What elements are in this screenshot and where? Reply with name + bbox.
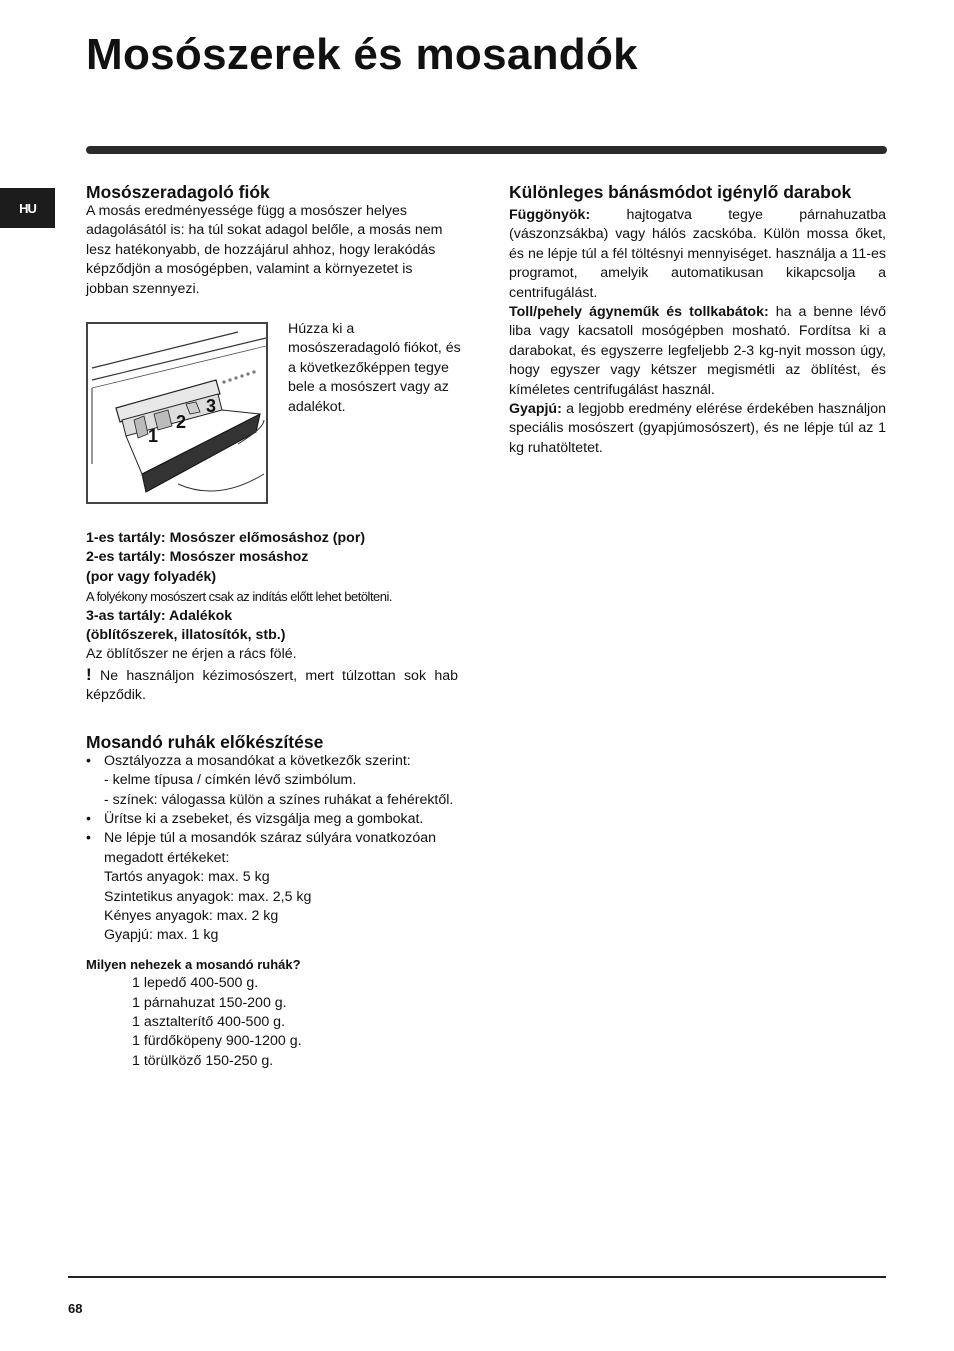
warning-note (86, 665, 458, 706)
liquid-detergent-note: A folyékony mosószert csak az indítás előtt lehet betölteni. (86, 589, 393, 605)
drawer-figure-caption: Húzza ki a mosószeradagoló fiókot, és a következőképpen tegye bele a mosószert vagy az adalékot. (288, 321, 461, 415)
compartment-3-text: 3-as tartály: Adalékok (86, 607, 233, 624)
detergent-drawer-illustration (86, 322, 268, 504)
wool-label: Gyapjú: (509, 401, 562, 418)
curtains-text: hajtogatva tegye párnahuzatba (vászonzsákba) vagy hálós zacskóba. Külön mossa őket, és ne lépje túl a fél töltésnyi mennyiséget. használja a 11-es programot, amelyik automatikusan kikapcsolja a centrifugálást. (509, 207, 886, 301)
down-items-paragraph (509, 303, 886, 400)
page-title: Mosószerek és mosandók (86, 30, 638, 79)
left-column (86, 182, 461, 1071)
list-item (86, 752, 458, 810)
weight-item: 1 lepedő 400-500 g. (132, 975, 259, 992)
compartment-2-subtext: (por vagy folyadék) (86, 568, 217, 585)
sort-instruction: • Osztályozza a mosandókat a következők szerint: (104, 752, 411, 769)
weight-item: 1 asztalterítő 400-500 g. (132, 1013, 286, 1030)
detergent-drawer-intro: A mosás eredményessége függ a mosószer helyes adagolásától is: ha túl sokat adagol belőle, a mosás nem lesz hatékonyabb, de hozzájárul ahhoz, hogy lerakódás képződjön a mosógépben, valamint a környezetet is jobban szennyezi. (86, 203, 443, 297)
compartment-1-text: 1-es tartály: Mosószer előmosáshoz (por) (86, 530, 366, 547)
drawer-drawing (88, 324, 266, 502)
list-item (86, 810, 458, 829)
drawer-figure-row (86, 320, 461, 508)
compartment-2-label: 2 (176, 412, 187, 433)
wool-text: a legjobb eredmény elérése érdekében használjon speciális mosószert (gyapjúmosószert), és ne lépje túl az 1 kg ruhatöltetet. (509, 401, 886, 456)
laundry-prep-section (86, 732, 458, 1072)
laundry-prep-list (86, 752, 458, 946)
load-limit-item: Tartós anyagok: max. 5 kg (104, 869, 270, 886)
load-limit-item: Szintetikus anyagok: max. 2,5 kg (104, 888, 312, 905)
softener-note: Az öblítőszer ne érjen a rács fölé. (86, 646, 297, 663)
footer-divider (68, 1276, 886, 1278)
weight-item: 1 fürdőköpeny 900-1200 g. (132, 1033, 302, 1050)
load-limit-item: Gyapjú: max. 1 kg (104, 927, 219, 944)
warning-text: Ne használjon kézimosószert, mert túlzottan sok hab képződik. (86, 667, 458, 704)
compartment-3-label: 3 (206, 396, 217, 417)
curtains-label: Függönyök: (509, 207, 591, 223)
warning-icon: ! (86, 664, 92, 684)
wool-paragraph (509, 400, 886, 458)
load-limit-item: Kényes anyagok: max. 2 kg (104, 907, 279, 924)
right-column (509, 182, 886, 458)
title-divider (86, 146, 887, 154)
weights-question: Milyen nehezek a mosandó ruhák? (86, 956, 301, 972)
laundry-prep-heading: Mosandó ruhák előkészítése (86, 731, 324, 752)
sort-by-color: - színek: válogassa külön a színes ruhákat a fehérektől. (104, 791, 454, 808)
detergent-drawer-heading: Mosószeradagoló fiók (86, 182, 270, 202)
compartment-list (86, 529, 458, 706)
compartment-2-text: 2-es tartály: Mosószer mosáshoz (86, 549, 309, 566)
down-items-text: ha a benne lévő liba vagy kacsatoll mosógépben mosható. Fordítsa ki a darabokat, és egyszerre legfeljebb 2-3 kg-nyit mosson úgy, hogy egyszer vagy kétszer megismétli az öblítést, és kíméletes centrifugálást használ. (509, 304, 886, 398)
special-items-heading: Különleges bánásmódot igénylő darabok (509, 182, 852, 202)
pockets-instruction: • Ürítse ki a zsebeket, és vizsgálja meg a gombokat. (104, 810, 424, 827)
language-tab: HU (0, 188, 55, 228)
sort-by-fabric: - kelme típusa / címkén lévő szimbólum. (104, 772, 357, 789)
weights-list (86, 974, 458, 1071)
load-limit-instruction: • Ne lépje túl a mosandók száraz súlyára vonatkozóan megadott értékeket: (104, 830, 437, 866)
page-number: 68 (68, 1301, 83, 1316)
compartment-3-subtext: (öblítőszerek, illatosítók, stb.) (86, 627, 286, 644)
down-items-label: Toll/pehely ágyneműk és tollkabátok: (509, 304, 769, 321)
curtains-paragraph (509, 206, 886, 303)
compartment-1-label: 1 (148, 426, 159, 447)
list-item (86, 829, 458, 945)
weight-item: 1 párnahuzat 150-200 g. (132, 994, 287, 1011)
weight-item: 1 törülköző 150-250 g. (132, 1052, 274, 1069)
